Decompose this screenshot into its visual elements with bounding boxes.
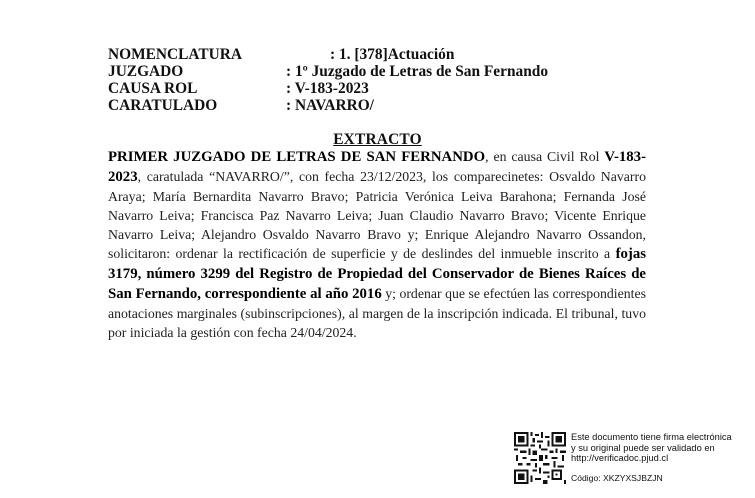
body-text-1: , en causa Civil Rol [485,149,605,164]
court-name: PRIMER JUZGADO DE LETRAS DE SAN FERNANDO [108,149,486,165]
stamp-notice [571,432,755,464]
header-label: JUZGADO [108,63,184,80]
body-text-2: , caratulada “NAVARRO/”, con fecha 23/12/2023, los comparecinetes: Osvaldo Navarro Araya; María Bernardita Navarro Bravo; Patricia Verónica Leiva Barahona; Fernanda José Navarro Leiva; Francisca Paz Navarro Leiva; Juan Claudio Navarro Bravo; Vicente Enrique Navarro Leiva; Alejandro Osvaldo Navarro Bravo y; Enrique Alejandro Navarro Ossandon, solicitaron: ordenar la rectificación de superficie y de deslindes del inmueble inscrito a [108,169,646,261]
registry-reference: fojas 3179, número 3299 del Registro de Propiedad del Conservador de Bienes Raíces de San Fernando, correspondiente al año 2016 [108,246,646,302]
body-text-3: y; ordenar que se efectúen las correspondientes anotaciones marginales (subinscripciones), al margen de la inscripción indicada. El tribunal, tuvo por iniciada la gestión con fecha 24/04/2024. [108,286,646,340]
extract-body [108,147,646,342]
stamp-url: http://verificadoc.pjud.cl [571,453,669,463]
header-label: NOMENCLATURA [108,46,242,63]
stamp-line: Este documento tiene firma electrónica [571,432,732,442]
header-value: : 1º Juzgado de Letras de San Fernando [286,63,549,80]
verification-code: Código: XKZYXSJBZJN [571,473,663,483]
document-title: EXTRACTO [333,131,422,148]
header-label: CAUSA ROL [108,80,198,97]
header-label: CARATULADO [108,97,218,114]
header-value: : 1. [378]Actuación [330,46,455,63]
header-value: : V-183-2023 [286,80,369,97]
header-value: : NAVARRO/ [286,97,374,114]
case-rol: V-183-2023 [108,149,646,185]
qr-code-icon [514,432,566,484]
stamp-line: y su original puede ser validado en [571,442,715,453]
